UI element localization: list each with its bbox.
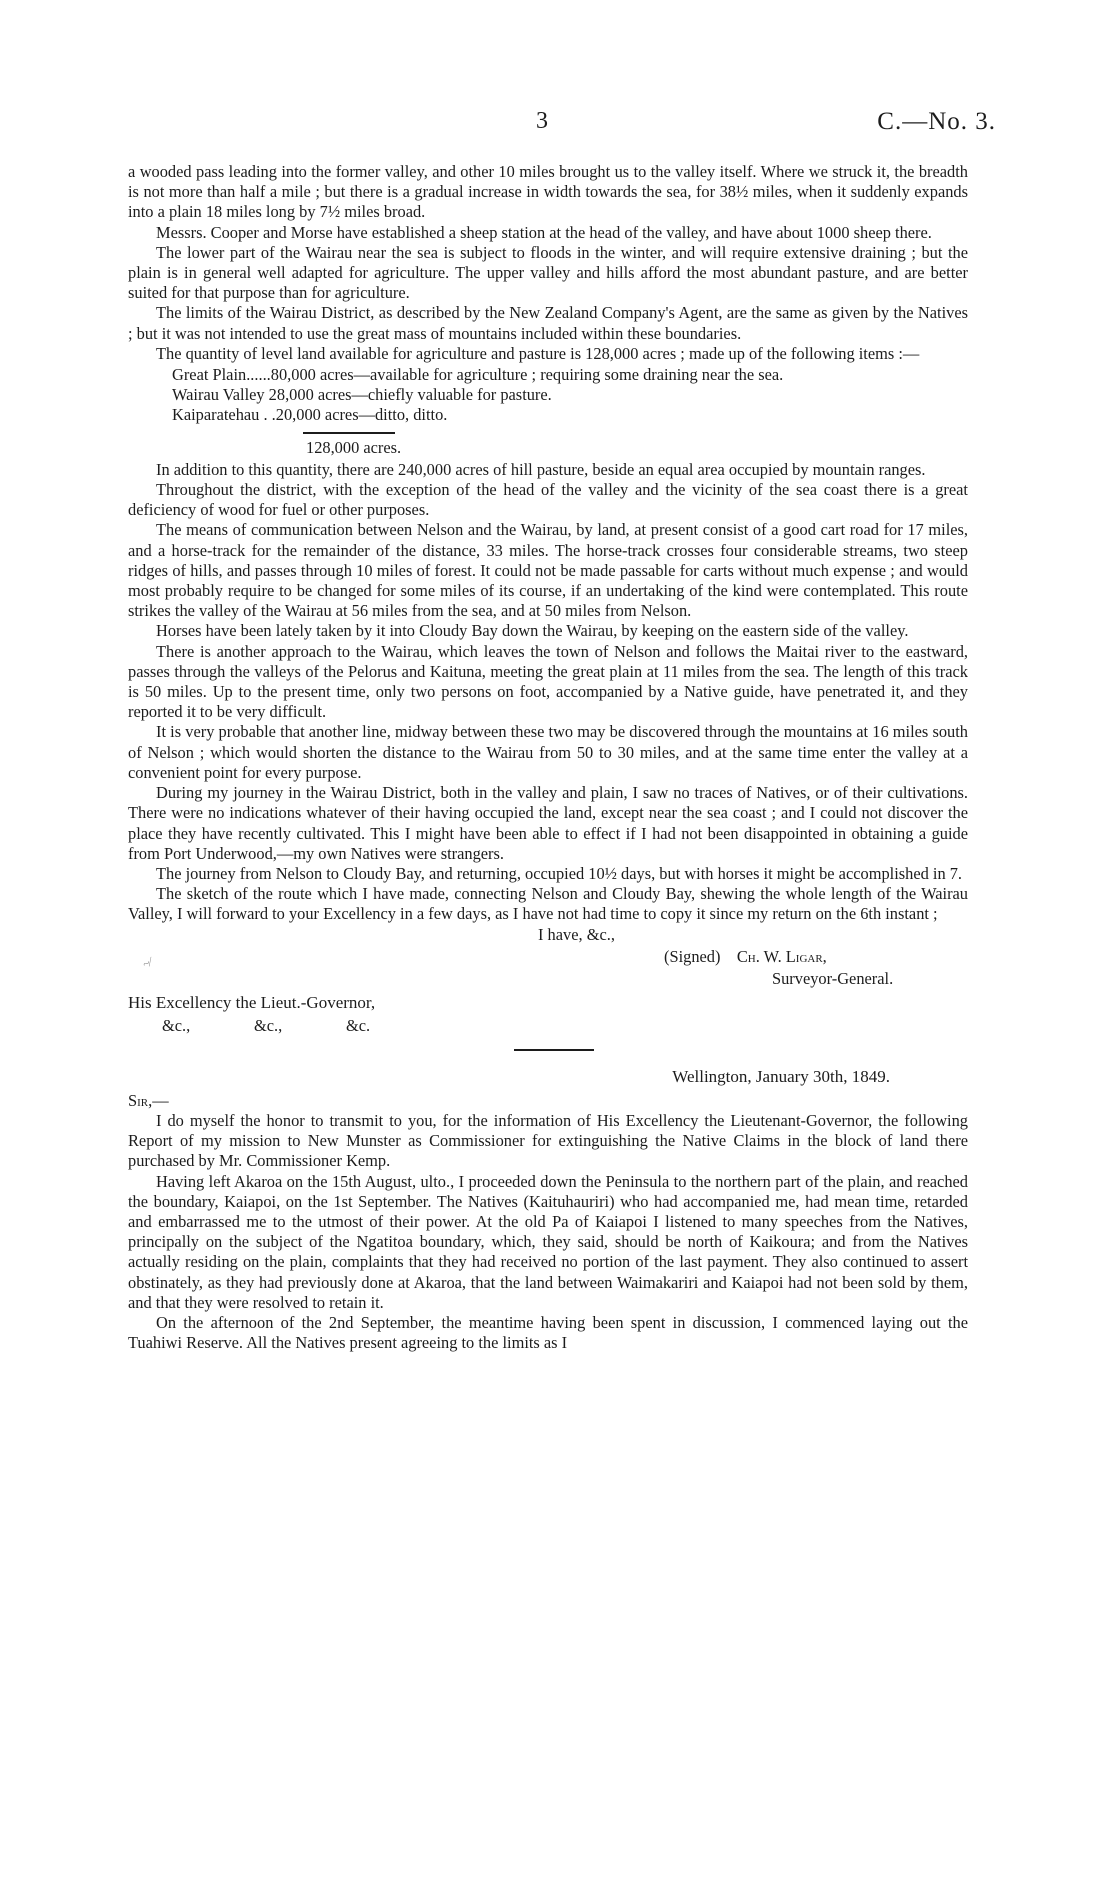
paragraph: The lower part of the Wairau near the sea is subject to floods in the winter, and will require extensive draining ; but the plain is in general well adapted for agriculture. The upper valley and hills afford the most abundant pasture, and are better suited for that purpose than for agriculture. bbox=[128, 242, 968, 303]
signed-label: (Signed) bbox=[664, 946, 721, 966]
paragraph: I do myself the honor to transmit to you, for the information of His Excellency the Lieutenant-Governor, the following Report of my mission to New Munster as Commissioner for extinguishing the Native Claims in the block of land there purchased by Mr. Commissioner Kemp. bbox=[128, 1110, 968, 1171]
salutation: Sir,— bbox=[128, 1090, 169, 1110]
acreage-row: Great Plain......80,000 acres—available for agriculture ; requiring some draining near the sea. bbox=[172, 365, 784, 385]
section-divider bbox=[514, 1049, 594, 1051]
acreage-table bbox=[172, 365, 968, 426]
acreage-row: Wairau Valley 28,000 acres—chiefly valuable for pasture. bbox=[172, 385, 552, 405]
paragraph: Having left Akaroa on the 15th August, ulto., I proceeded down the Peninsula to the northern part of the plain, and reached the boundary, Kaiapoi, on the 1st September. The Natives (Kaituhauriri) who had accompanied me, had mean time, retarded and embarrassed me to the utmost of their power. At the old Pa of Kaiapoi I listened to many speeches from the Natives, principally on the subject of the Ngatitoa boundary, which, they said, should be north of Kaikoura; and from the Natives actually residing on the plain, complaints that they had received no portion of the last payment. They also continued to assert obstinately, as they had previously done at Akaroa, that the land between Waimakariri and Kaiapoi had not been sold by them, and that they were resolved to retain it. bbox=[128, 1171, 968, 1312]
total-rule bbox=[303, 432, 395, 434]
paragraph: The means of communication between Nelson and the Wairau, by land, at present consist of a good cart road for 17 miles, and a horse-track for the remainder of the distance, 33 miles. The horse-track crosses four considerable streams, two steep ridges of hills, and passes through 10 miles of forest. It could not be made passable for carts without much expense ; and would most probably require to be changed for some miles of its course, if an undertaking of the kind were contemplated. This route strikes the valley of the Wairau at 56 miles from the sea, and at 50 miles from Nelson. bbox=[128, 520, 968, 621]
page-number: 3 bbox=[536, 108, 548, 134]
page-header bbox=[0, 108, 1114, 142]
paragraph: Messrs. Cooper and Morse have established a sheep station at the head of the valley, and have about 1000 sheep there. bbox=[156, 222, 932, 242]
paragraph: In addition to this quantity, there are 240,000 acres of hill pasture, beside an equal area occupied by mountain ranges. bbox=[156, 459, 926, 479]
page-body bbox=[128, 162, 968, 1353]
paragraph: Horses have been lately taken by it into Cloudy Bay down the Wairau, by keeping on the eastern side of the valley. bbox=[156, 621, 909, 641]
signature-block bbox=[128, 925, 968, 1065]
paragraph: The limits of the Wairau District, as described by the New Zealand Company's Agent, are the same as given by the Natives ; but it was not intended to use the great mass of mountains included within these boundaries. bbox=[128, 303, 968, 343]
addressee: His Excellency the Lieut.-Governor, bbox=[128, 992, 376, 1012]
acreage-total: 128,000 acres. bbox=[306, 437, 402, 457]
paragraph: On the afternoon of the 2nd September, the meantime having been spent in discussion, I commenced laying out the Tuahiwi Reserve. All the Natives present agreeing to the limits as I bbox=[128, 1312, 968, 1353]
etc-item: &c., bbox=[162, 1015, 191, 1035]
paragraph: It is very probable that another line, midway between these two may be discovered through the mountains at 16 miles south of Nelson ; which would shorten the distance to the Wairau from 50 to 30 miles, and at the same time enter the valley at a convenient point for every purpose. bbox=[128, 722, 968, 782]
signer-name: Ch. W. Ligar, bbox=[736, 946, 827, 966]
paragraph: There is another approach to the Wairau, which leaves the town of Nelson and follows the Maitai river to the eastward, passes through the valleys of the Pelorus and Kaituna, meeting the great plain at 11 miles from the sea. The length of this track is 50 miles. Up to the present time, only two persons on foot, accompanied by a Native guide, have penetrated it, and they reported it to be very difficult. bbox=[128, 641, 968, 722]
dateline: Wellington, January 30th, 1849. bbox=[672, 1066, 890, 1086]
etc-item: &c. bbox=[346, 1015, 371, 1035]
paragraph: The journey from Nelson to Cloudy Bay, and returning, occupied 10½ days, but with horses it might be accomplished in 7. bbox=[156, 863, 963, 883]
paragraph: Throughout the district, with the exception of the head of the valley and the vicinity of the sea coast there is a great deficiency of wood for fuel or other purposes. bbox=[128, 480, 968, 520]
paragraph: The sketch of the route which I have made, connecting Nelson and Cloudy Bay, shewing the whole length of the Wairau Valley, I will forward to your Excellency in a few days, as I have not had time to copy it since my return on the 6th instant ; bbox=[128, 884, 968, 924]
paragraph: a wooded pass leading into the former valley, and other 10 miles brought us to the valley itself. Where we struck it, the breadth is not more than half a mile ; but there is a gradual increase in width towards the sea, for 38½ miles, when it suddenly expands into a plain 18 miles long by 7½ miles broad. bbox=[128, 162, 968, 222]
paragraph: During my journey in the Wairau District, both in the valley and plain, I saw no traces of Natives, or of their cultivations. There were no indications whatever of their having occupied the land, except near the sea coast ; and I could not discover the place they have recently cultivated. This I might have been able to effect if I had not been disappointed in obtaining a guide from Port Underwood,—my own Natives were strangers. bbox=[128, 783, 968, 863]
addressee-etc bbox=[162, 1016, 438, 1036]
document-reference: C.—No. 3. bbox=[877, 108, 996, 135]
signature-line bbox=[664, 947, 827, 967]
pen-mark-icon: ~∕ bbox=[140, 954, 155, 971]
paragraph: The quantity of level land available for agriculture and pasture is 128,000 acres ; made up of the following items :— bbox=[156, 343, 920, 363]
signer-title: Surveyor-General. bbox=[772, 968, 894, 988]
etc-item: &c., bbox=[254, 1015, 283, 1035]
acreage-row: Kaiparatehau . .20,000 acres—ditto, ditto. bbox=[172, 405, 448, 425]
closing: I have, &c., bbox=[538, 924, 615, 944]
